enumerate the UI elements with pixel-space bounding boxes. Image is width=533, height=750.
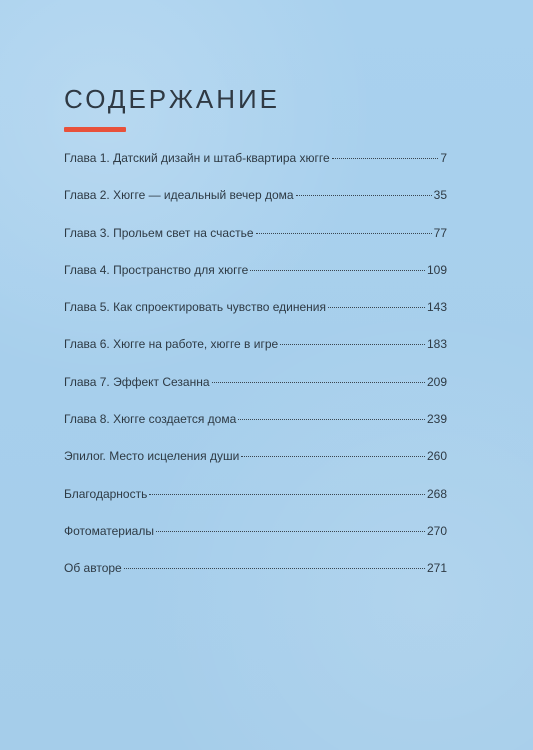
- toc-entry-page: 209: [426, 374, 447, 389]
- dot-leader: [124, 568, 425, 569]
- toc-entry-4: [64, 263, 447, 300]
- dot-leader: [156, 531, 425, 532]
- toc-entry-10: [64, 487, 447, 524]
- accent-rule: [64, 127, 126, 132]
- dot-leader: [328, 307, 425, 308]
- toc-entry-label: Фотоматериалы: [64, 523, 154, 538]
- toc-entry-7: [64, 375, 447, 412]
- dot-leader: [241, 456, 425, 457]
- toc-entry-page: 271: [426, 561, 447, 576]
- toc-entry-label: Глава 3. Прольем свет на счастье: [64, 225, 254, 240]
- toc-entry-page: 183: [426, 337, 447, 352]
- dot-leader: [250, 270, 425, 271]
- dot-leader: [296, 195, 432, 196]
- toc-entry-page: 77: [433, 225, 447, 240]
- toc-entry-label: Глава 8. Хюгге создается дома: [64, 412, 237, 427]
- toc-entry-12: [64, 561, 447, 598]
- toc-entry-6: [64, 337, 447, 374]
- toc-entry-label: Глава 5. Как спроектировать чувство единения: [64, 300, 327, 315]
- dot-leader: [238, 419, 425, 420]
- toc-entry-page: 35: [433, 188, 447, 203]
- toc-entry-label: Глава 2. Хюгге — идеальный вечер дома: [64, 188, 294, 203]
- toc-entry-page: 268: [426, 486, 447, 501]
- dot-leader: [280, 344, 425, 345]
- toc-entry-3: [64, 226, 447, 263]
- toc-entry-2: [64, 188, 447, 225]
- toc-entry-label: Эпилог. Место исцеления души: [64, 449, 240, 464]
- toc-entry-label: Глава 1. Датский дизайн и штаб-квартира хюгге: [64, 151, 330, 165]
- table-of-contents: [64, 151, 447, 599]
- toc-entry-11: [64, 524, 447, 561]
- toc-entry-label: Глава 7. Эффект Сезанна: [64, 374, 210, 389]
- toc-entry-page: 7: [440, 151, 447, 165]
- page-title: СОДЕРЖАНИЕ: [64, 84, 281, 114]
- toc-entry-1: [64, 151, 447, 188]
- toc-entry-page: 109: [426, 262, 447, 277]
- toc-entry-8: [64, 412, 447, 449]
- toc-entry-label: Благодарность: [64, 486, 148, 501]
- dot-leader: [256, 233, 432, 234]
- dot-leader: [212, 382, 425, 383]
- toc-entry-page: 270: [426, 523, 447, 538]
- toc-entry-page: 239: [426, 412, 447, 427]
- toc-entry-label: Об авторе: [64, 561, 122, 576]
- toc-entry-label: Глава 6. Хюгге на работе, хюгге в игре: [64, 337, 279, 352]
- toc-entry-page: 143: [426, 300, 447, 315]
- toc-entry-5: [64, 300, 447, 337]
- toc-entry-9: [64, 449, 447, 486]
- dot-leader: [332, 158, 439, 159]
- toc-entry-page: 260: [426, 449, 447, 464]
- toc-entry-label: Глава 4. Пространство для хюгге: [64, 262, 249, 277]
- dot-leader: [149, 494, 425, 495]
